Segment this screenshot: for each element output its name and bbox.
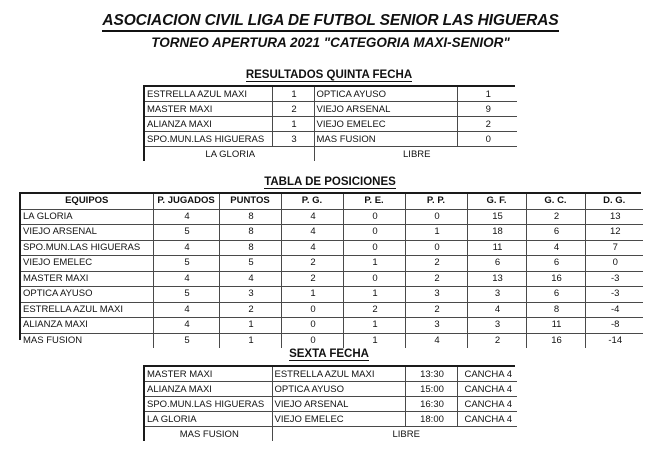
results-section-title-text: RESULTADOS QUINTA FECHA: [245, 69, 413, 81]
results-bye-team: LA GLORIA: [145, 147, 314, 162]
standings-pp: 3: [405, 318, 467, 334]
col-header-pe: P. E.: [343, 194, 405, 209]
results-section-title: [143, 69, 515, 81]
standings-gf: 15: [467, 209, 526, 225]
fixture-home-team: SPO.MUN.LAS HIGUERAS: [145, 397, 272, 412]
standings-gc: 16: [526, 271, 585, 287]
fixture-table: [145, 367, 517, 441]
standings-pp: 2: [405, 256, 467, 272]
fixture-time: 15:00: [405, 382, 457, 397]
standings-team: MASTER MAXI: [21, 271, 153, 287]
standings-gc: 8: [526, 302, 585, 318]
standings-pts: 8: [219, 225, 281, 241]
standings-pg: 0: [281, 318, 343, 334]
table-row: [145, 117, 517, 132]
standings-pj: 5: [153, 256, 219, 272]
standings-section-title: [19, 176, 641, 188]
standings-gf: 4: [467, 302, 526, 318]
fixture-field: CANCHA 4: [457, 382, 517, 397]
fixture-home-team: MASTER MAXI: [145, 367, 272, 382]
col-header-pg: P. G.: [281, 194, 343, 209]
standings-pts: 8: [219, 209, 281, 225]
standings-pg: 0: [281, 333, 343, 348]
result-away-team: MAS FUSION: [314, 132, 457, 147]
standings-team: VIEJO EMELEC: [21, 256, 153, 272]
results-table-frame: [143, 85, 515, 161]
standings-pg: 4: [281, 209, 343, 225]
fixture-away-team: OPTICA AYUSO: [272, 382, 405, 397]
standings-pp: 4: [405, 333, 467, 348]
standings-gf: 3: [467, 287, 526, 303]
standings-gc: 6: [526, 225, 585, 241]
standings-pts: 4: [219, 271, 281, 287]
fixture-away-team: VIEJO EMELEC: [272, 412, 405, 427]
standings-pg: 4: [281, 225, 343, 241]
standings-pg: 2: [281, 256, 343, 272]
table-row: [145, 382, 517, 397]
col-header-puntos: PUNTOS: [219, 194, 281, 209]
standings-team: LA GLORIA: [21, 209, 153, 225]
standings-header-row: [21, 194, 643, 209]
table-row: [21, 318, 643, 334]
result-home-team: ESTRELLA AZUL MAXI: [145, 87, 272, 102]
col-header-gc: G. C.: [526, 194, 585, 209]
standings-gf: 6: [467, 256, 526, 272]
standings-pe: 0: [343, 225, 405, 241]
col-header-gf: G. F.: [467, 194, 526, 209]
result-home-score: 1: [272, 117, 314, 132]
standings-team: MAS FUSION: [21, 333, 153, 348]
table-row: [21, 240, 643, 256]
standings-pe: 1: [343, 318, 405, 334]
standings-pe: 0: [343, 209, 405, 225]
table-row: [145, 412, 517, 427]
standings-pp: 1: [405, 225, 467, 241]
standings-pts: 1: [219, 318, 281, 334]
standings-pj: 4: [153, 271, 219, 287]
standings-team: OPTICA AYUSO: [21, 287, 153, 303]
document-header: [0, 12, 661, 50]
standings-pj: 4: [153, 240, 219, 256]
standings-pp: 2: [405, 271, 467, 287]
table-row: [145, 87, 517, 102]
table-row-bye: [145, 427, 517, 442]
standings-dg: -3: [585, 271, 643, 287]
table-row: [21, 333, 643, 348]
standings-pts: 1: [219, 333, 281, 348]
standings-pe: 0: [343, 240, 405, 256]
result-away-team: OPTICA AYUSO: [314, 87, 457, 102]
standings-dg: -8: [585, 318, 643, 334]
col-header-dg: D. G.: [585, 194, 643, 209]
results-bye-label: LIBRE: [314, 147, 517, 162]
table-row: [145, 397, 517, 412]
result-away-score: 9: [457, 102, 517, 117]
fixture-bye-label: LIBRE: [272, 427, 517, 442]
col-header-equipos: EQUIPOS: [21, 194, 153, 209]
result-away-team: VIEJO EMELEC: [314, 117, 457, 132]
table-row: [145, 102, 517, 117]
fixture-field: CANCHA 4: [457, 367, 517, 382]
table-row: [21, 225, 643, 241]
result-home-score: 1: [272, 87, 314, 102]
standings-gf: 13: [467, 271, 526, 287]
fixture-section-title-text: SEXTA FECHA: [289, 348, 369, 360]
standings-pts: 2: [219, 302, 281, 318]
standings-pj: 5: [153, 225, 219, 241]
result-away-score: 1: [457, 87, 517, 102]
standings-pts: 5: [219, 256, 281, 272]
fixture-time: 13:30: [405, 367, 457, 382]
standings-pj: 4: [153, 302, 219, 318]
standings-gc: 16: [526, 333, 585, 348]
standings-pg: 1: [281, 287, 343, 303]
standings-pj: 4: [153, 209, 219, 225]
fixture-table-frame: [143, 365, 515, 441]
fixture-time: 18:00: [405, 412, 457, 427]
fixture-bye-team: MAS FUSION: [145, 427, 272, 442]
standings-pj: 4: [153, 318, 219, 334]
standings-dg: 12: [585, 225, 643, 241]
fixture-field: CANCHA 4: [457, 412, 517, 427]
standings-pts: 8: [219, 240, 281, 256]
fixture-field: CANCHA 4: [457, 397, 517, 412]
standings-dg: 13: [585, 209, 643, 225]
standings-pj: 5: [153, 333, 219, 348]
standings-gf: 2: [467, 333, 526, 348]
standings-gf: 3: [467, 318, 526, 334]
standings-pe: 0: [343, 271, 405, 287]
col-header-pp: P. P.: [405, 194, 467, 209]
standings-table-frame: [19, 192, 641, 346]
standings-dg: -4: [585, 302, 643, 318]
standings-pg: 4: [281, 240, 343, 256]
standings-pp: 0: [405, 240, 467, 256]
result-away-score: 2: [457, 117, 517, 132]
standings-dg: 0: [585, 256, 643, 272]
standings-gc: 6: [526, 256, 585, 272]
standings-dg: -3: [585, 287, 643, 303]
standings-gc: 6: [526, 287, 585, 303]
standings-pg: 2: [281, 271, 343, 287]
table-row: [21, 302, 643, 318]
fixture-time: 16:30: [405, 397, 457, 412]
standings-team: ALIANZA MAXI: [21, 318, 153, 334]
result-home-team: MASTER MAXI: [145, 102, 272, 117]
fixture-section-title: [143, 348, 515, 360]
standings-pp: 3: [405, 287, 467, 303]
table-row: [21, 271, 643, 287]
table-row: [145, 132, 517, 147]
fixture-away-team: ESTRELLA AZUL MAXI: [272, 367, 405, 382]
standings-pp: 2: [405, 302, 467, 318]
table-row: [21, 287, 643, 303]
fixture-home-team: LA GLORIA: [145, 412, 272, 427]
standings-gc: 11: [526, 318, 585, 334]
results-table: [145, 87, 517, 161]
standings-pp: 0: [405, 209, 467, 225]
table-row: [21, 209, 643, 225]
standings-dg: -14: [585, 333, 643, 348]
standings-dg: 7: [585, 240, 643, 256]
standings-pe: 1: [343, 256, 405, 272]
standings-gc: 2: [526, 209, 585, 225]
tournament-subtitle: TORNEO APERTURA 2021 "CATEGORIA MAXI-SENIOR": [151, 34, 510, 50]
result-away-team: VIEJO ARSENAL: [314, 102, 457, 117]
result-home-score: 2: [272, 102, 314, 117]
standings-table: [21, 194, 643, 348]
result-home-score: 3: [272, 132, 314, 147]
col-header-p-jugados: P. JUGADOS: [153, 194, 219, 209]
table-row-bye: [145, 147, 517, 162]
standings-gf: 18: [467, 225, 526, 241]
standings-section-title-text: TABLA DE POSICIONES: [264, 176, 396, 188]
standings-pe: 1: [343, 333, 405, 348]
standings-pts: 3: [219, 287, 281, 303]
standings-pe: 2: [343, 302, 405, 318]
standings-gf: 11: [467, 240, 526, 256]
standings-team: VIEJO ARSENAL: [21, 225, 153, 241]
table-row: [145, 367, 517, 382]
fixture-away-team: VIEJO ARSENAL: [272, 397, 405, 412]
standings-pg: 0: [281, 302, 343, 318]
standings-gc: 4: [526, 240, 585, 256]
result-home-team: ALIANZA MAXI: [145, 117, 272, 132]
fixture-home-team: ALIANZA MAXI: [145, 382, 272, 397]
standings-pe: 1: [343, 287, 405, 303]
standings-team: ESTRELLA AZUL MAXI: [21, 302, 153, 318]
result-away-score: 0: [457, 132, 517, 147]
table-row: [21, 256, 643, 272]
standings-team: SPO.MUN.LAS HIGUERAS: [21, 240, 153, 256]
association-title: ASOCIACION CIVIL LIGA DE FUTBOL SENIOR LAS HIGUERAS: [102, 12, 558, 32]
standings-pj: 5: [153, 287, 219, 303]
result-home-team: SPO.MUN.LAS HIGUERAS: [145, 132, 272, 147]
